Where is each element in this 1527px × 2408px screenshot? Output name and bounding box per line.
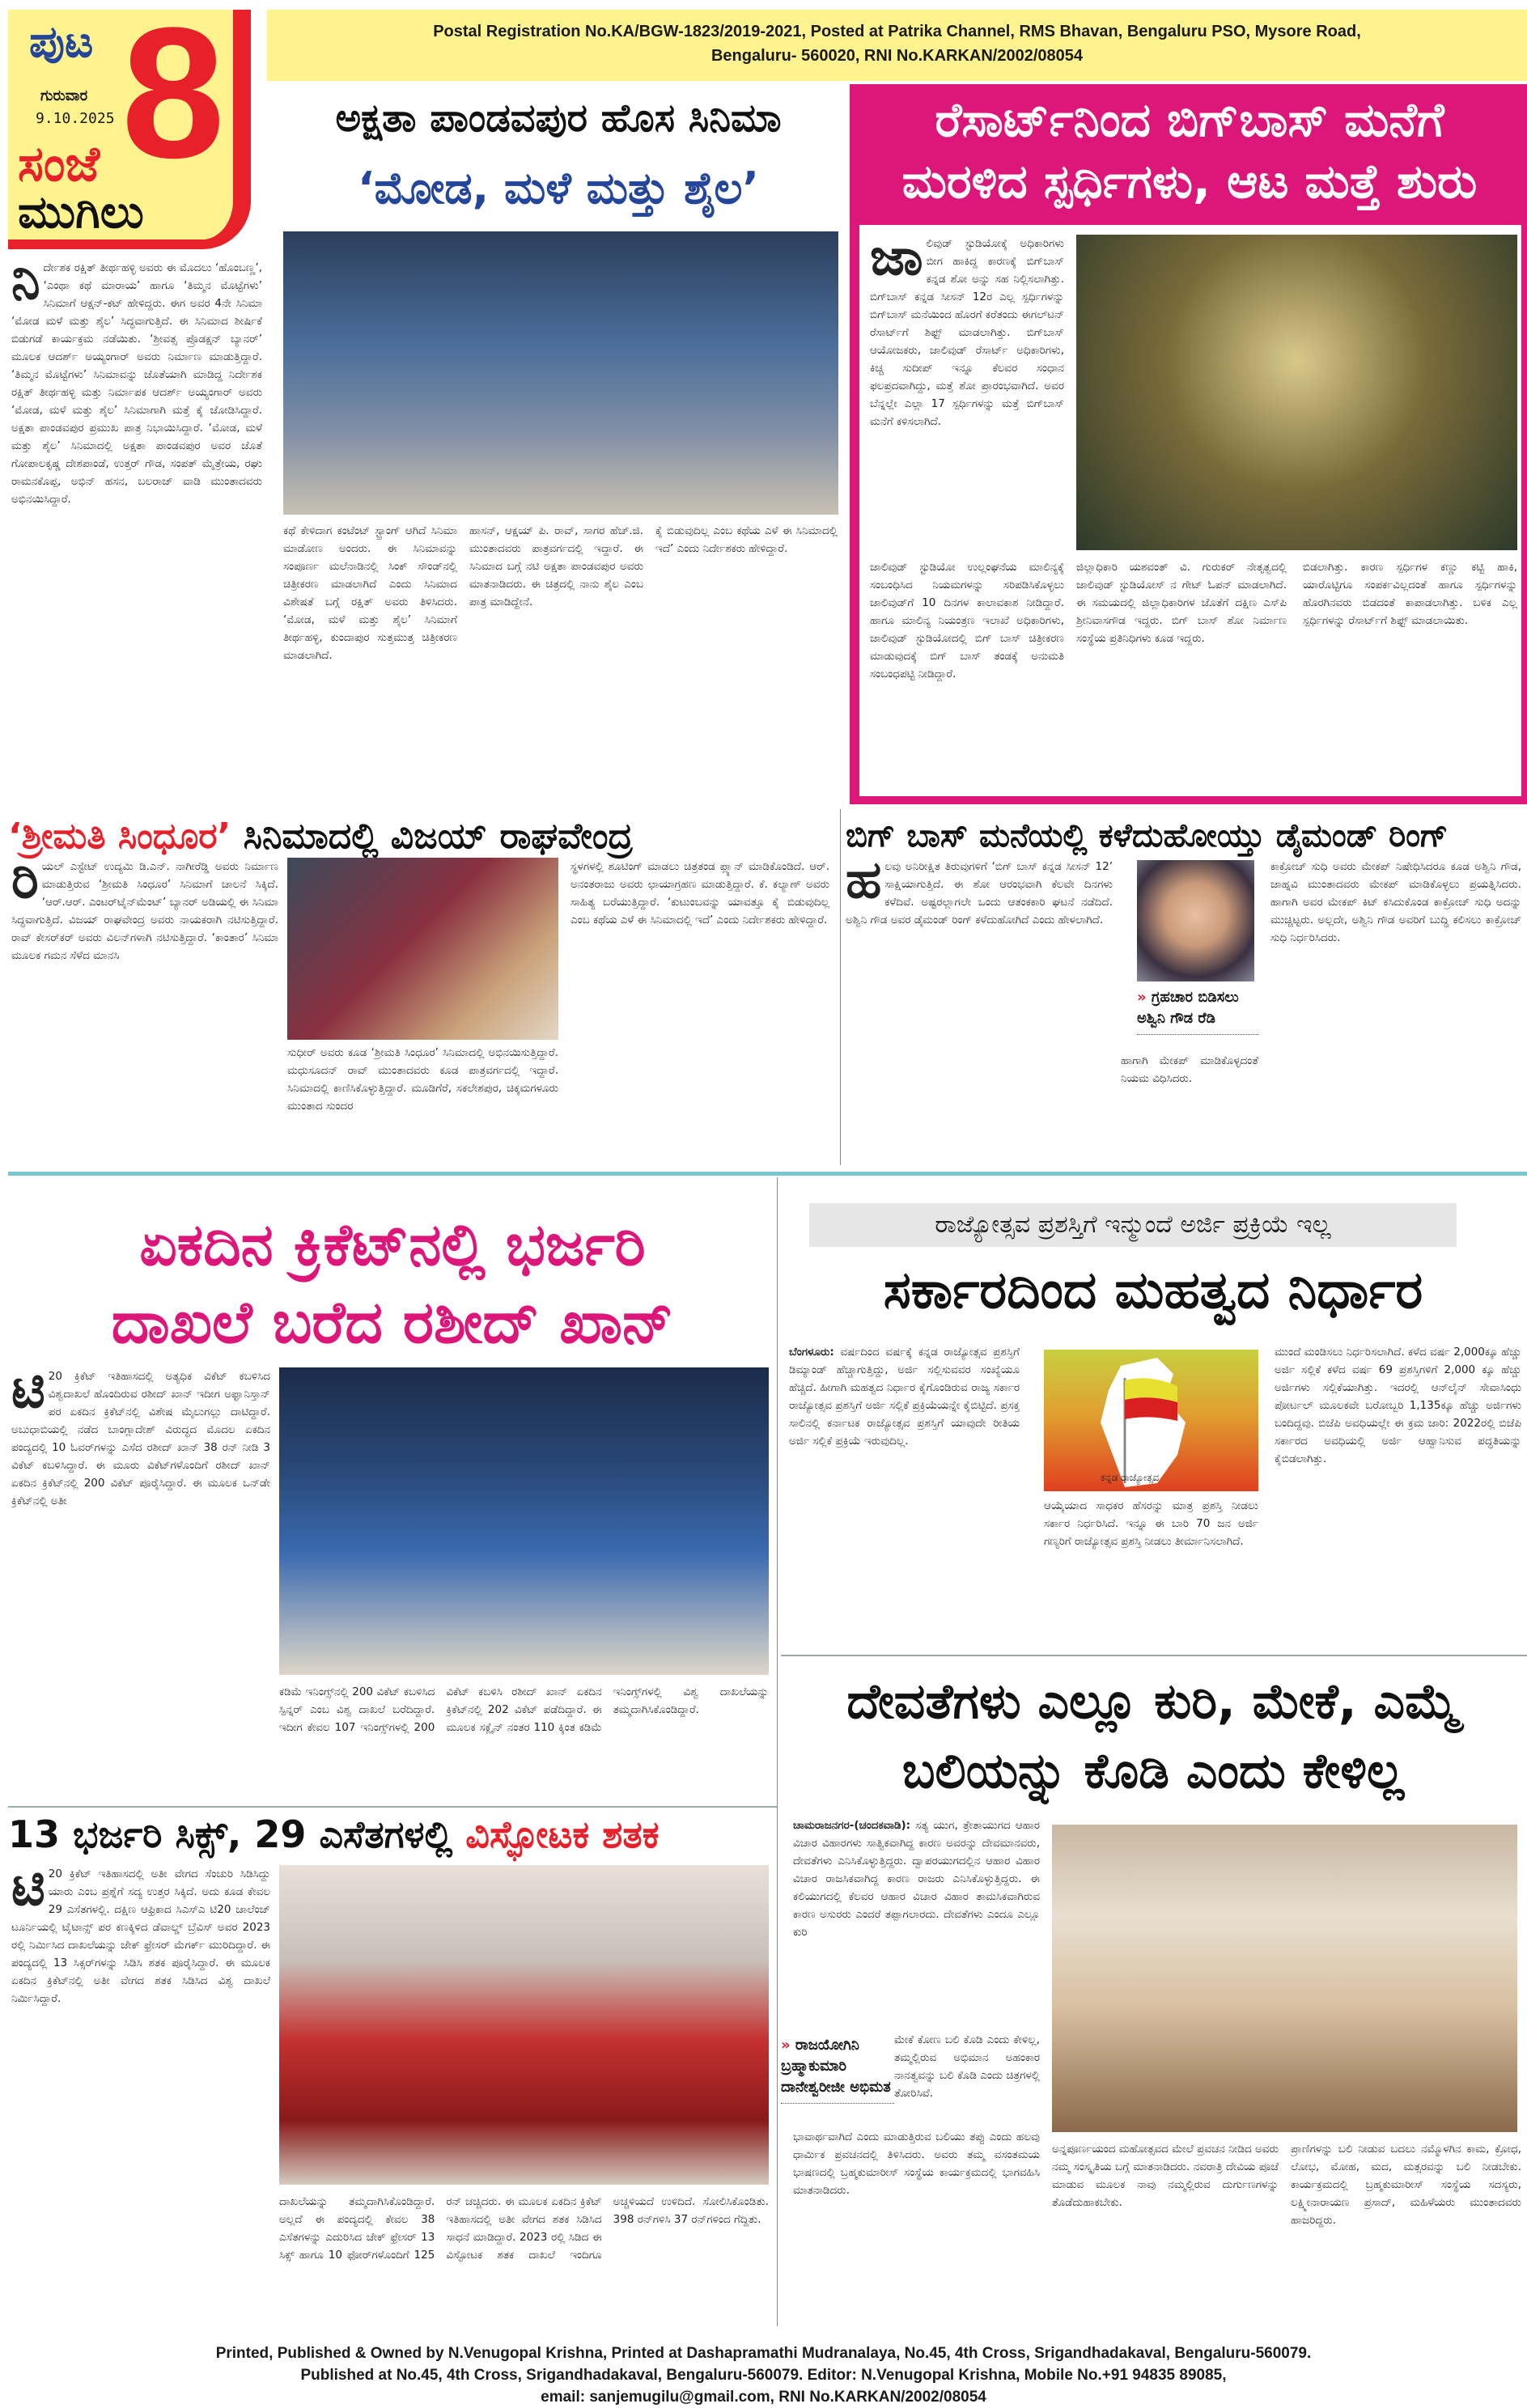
sindhura-body-col1: ರಿ ಯಲ್ ಎಸ್ಟೇಟ್ ಉದ್ಯಮಿ ಡಿ.ಎನ್. ನಾಗೀರೆಡ್ಡಿ ಅವರು ನಿರ್ಮಾಣ ಮಾಡುತ್ತಿರುವ ‘ಶ್ರೀಮತಿ ಸಿಂಧೂರ’ ಸಿನಿಮಾಗೆ ಚಾಲನೆ ಸಿಕ್ಕಿದೆ. ‘ಆರ್.ಆರ್. ಎಂಟರ್‌ಟೈನ್‌ಮೆಂಟ್’ ಬ್ಯಾನರ್ ಅಡಿಯಲ್ಲಿ ಈ ಸಿನಿಮಾ ಸಿದ್ಧವಾಗುತ್ತಿದೆ. ವಿಜಯ್ ರಾಘವೇಂದ್ರ ಅವರು ನಾಯಕರಾಗಿ ನಟಿಸುತ್ತಿದ್ದಾರೆ. ರಾವ್ ಕೇಸರ್‌ಕರ್ ಅವರು ವಿಲನ್‌ಗಳಾಗಿ ನಟಿಸುತ್ತಿದ್ದಾರೆ. ‘ಕಾಂತಾರ’ ಸಿನಿಮಾ ಮೂಲಕ ಗಮನ ಸೆಳೆದ ಮಾನಸಿ [11, 858, 278, 962]
chevron-marker-icon: » [1137, 989, 1147, 1006]
moda-body-col4: ಕೈ ಬಿಡುವುದಿಲ್ಲ ಎಂಬ ಕಥೆಯ ಎಳೆ ಈ ಸಿನಿಮಾದಲ್ಲಿ ಇದೆ’ ಎಂದು ನಿರ್ದೇಶಕರು ಹೇಳಿದ್ದಾರೆ. [655, 524, 838, 555]
drop-cap: ನಿ [11, 259, 40, 312]
jake-fraser-mcgurk-photo [279, 1865, 769, 2185]
biggboss-body-col3: ಜಿಲ್ಲಾಧಿಕಾರಿ ಯಶವಂತ್ ವಿ. ಗುರುಕರ್ ನೇತೃತ್ವದಲ್ಲಿ ಜಾಲಿವುಡ್ ಸ್ಟುಡಿಯೋಸ್ ನ ಗೇಟ್ ಓಪನ್ ಮಾಡಲಾಗಿದೆ. ಈ ಸಮಯದಲ್ಲಿ ಜಿಲ್ಲಾಧಿಕಾರಿಗಳ ಜೊತೆಗೆ ದಕ್ಷಿಣ ಎಸ್‌ಪಿ ಶ್ರೀನಿವಾಸಗೌಡ ಇದ್ದರು. ಬಿಗ್ ಬಾಸ್ ಶೋ ನಿರ್ಮಾಣ ಸಂಸ್ಥೆಯ ಪ್ರತಿನಿಧಿಗಳು ಕೂಡ ಇದ್ದರು. [1076, 561, 1287, 645]
devate-body-col2: ಅನ್ನಪೂರ್ಣಯಂದ ಮಹೋತ್ಸವದ ಮೇಲೆ ಪ್ರವಚನ ನೀಡಿದ ಅವರು ನಮ್ಮ ಸಂಸ್ಕೃತಿಯ ಬಗ್ಗೆ ಮಾತನಾಡಿದರು. ನವರಾತ್ರಿ ದೇವಿಯ ಪೂಜೆ ಮಾಡುವ ಮೂಲಕ ನಾವು ನಮ್ಮಲ್ಲಿರುವ ದುರ್ಗುಣಗಳನ್ನು ತೊಡೆದುಹಾಕಬೇಕು. [1052, 2143, 1279, 2209]
rajyotsava-kicker: ರಾಜ್ಯೋತ್ಸವ ಪ್ರಶಸ್ತಿಗೆ ಇನ್ಮುಂದೆ ಅರ್ಜಿ ಪ್ರಕ್ರಿಯೆ ಇಲ್ಲ [809, 1203, 1457, 1247]
biggboss-body-col4: ಬಿಡಲಾಗಿತ್ತು. ಕಾರಣ ಸ್ಪರ್ಧಿಗಳ ಕಣ್ಣು ಕಟ್ಟಿ ಹಾಕಿ, ಯಾರೊಟ್ಟಿಗೂ ಸಂಪರ್ಕವಿಲ್ಲದಂತೆ ಹಾಗೂ ಸ್ಪರ್ಧಿಗಳನ್ನು ಹೊರಗಿನವರು ಬಿಡದಂತೆ ಕಾಪಾಡಲಾಗಿತ್ತು. ಬಳಿಕ ಎಲ್ಲ ಸ್ಪರ್ಧಿಗಳನ್ನು ರೆಸಾರ್ಟ್‌ಗೆ ಶಿಫ್ಟ್ ಮಾಡಲಾಯಿತು. [1303, 561, 1517, 627]
image-caption: ಕನ್ನಡ ರಾಜ್ಯೋತ್ಸವ [1101, 1472, 1160, 1483]
brand-name-line2: ಮುಗಿಲು [18, 186, 144, 239]
century-body-bottom: ದಾಖಲೆಯನ್ನು ತಮ್ಮದಾಗಿಸಿಕೊಂಡಿದ್ದಾರೆ. ಅಲ್ಲದೆ ಈ ಪಂದ್ಯದಲ್ಲಿ ಕೇವಲ 38 ಎಸೆತಗಳನ್ನು ಎದುರಿಸಿದ ಜೇಕ್ ಫ್ರೇಸರ್ 13 ಸಿಕ್ಸ್ ಹಾಗೂ 10 ಫೋರ್‌ಗಳೊಂದಿಗೆ 125 ರನ್ ಚಚ್ಚಿದರು. ಈ ಮೂಲಕ ಏಕದಿನ ಕ್ರಿಕೆಟ್ ಇತಿಹಾಸದಲ್ಲಿ ಅತೀ ವೇಗದ ಶತಕ ಸಿಡಿಸಿದ ಸಾಧನೆ ಮಾಡಿದ್ದಾರೆ. 2023 ರಲ್ಲಿ ಸಿಡಿದ ಈ ವಿಸ್ಫೋಟಕ ಶತಕ ದಾಖಲೆ ಇಂದಿಗೂ ಅಚ್ಚಳಿಯದೆ ಉಳಿದಿದೆ. ಸೋಲಿಸಿಕೊಂಡಿತು. 398 ರನ್‌ಗಳಿಸಿ 37 ರನ್‌ಗಳಿಂದ ಗೆದ್ದಿತು. [279, 2195, 769, 2262]
rajyotsava-body-col3: ಮುಂದೆ ಮಂಡಿಸಲು ನಿರ್ಧರಿಸಲಾಗಿದೆ. ಕಳೆದ ವರ್ಷ 2,000ಕ್ಕೂ ಹೆಚ್ಚು ಅರ್ಜಿ ಸಲ್ಲಿಕೆ ಕಳೆದ ವರ್ಷ 69 ಪ್ರಶಸ್ತಿಗಳಿಗೆ 2,000 ಕ್ಕೂ ಹೆಚ್ಚು ಅರ್ಜಿಗಳು ಸಲ್ಲಿಕೆಯಾಗಿತ್ತು. ಇದರಲ್ಲಿ ಆನ್‌ಲೈನ್ ಸೇವಾಸಿಂಧು ಪೋರ್ಟಲ್ ಮೂಲಕವೇ ಬರೋಬ್ಬರಿ 1,135ಕ್ಕೂ ಹೆಚ್ಚು ಅರ್ಜಿಗಳು ಬಂದಿದ್ದವು. ಬಿಜೆಪಿ ಅವಧಿಯಲ್ಲೇ ಈ ಕ್ರಮ ಜಾರಿ: 2022ರಲ್ಲಿ ಬಿಜೆಪಿ ಸರ್ಕಾರದ ಅವಧಿಯಲ್ಲಿ ಅರ್ಜಿ ಆಹ್ವಾನಿಸುವ ಪದ್ಧತಿಯನ್ನು ಕೈಬಿಡಲಾಗಿತ್ತು. [1275, 1346, 1521, 1465]
karnataka-flag-icon [1044, 1350, 1258, 1491]
page-number: 8 [121, 0, 225, 197]
rajyotsava-body-col2: ಆಯ್ಕೆಯಾದ ಸಾಧಕರ ಹೆಸರನ್ನು ಮಾತ್ರ ಪ್ರಶಸ್ತಿ ನೀಡಲು ಸರ್ಕಾರ ನಿರ್ಧರಿಸಿದೆ. ಇನ್ನೂ ಈ ಬಾರಿ 70 ಜನ ಅರ್ಜಿ ಗಣ್ಯರಿಗೆ ರಾಜ್ಯೋತ್ಸವ ಪ್ರಶಸ್ತಿ ನೀಡಲು ತೀರ್ಮಾನಿಸಲಾಗಿದೆ. [1044, 1499, 1258, 1548]
section-divider [8, 1806, 777, 1808]
sindhura-launch-photo [287, 858, 558, 1040]
diamond-body-col2: ಹಾಗಾಗಿ ಮೇಕಪ್ ಮಾಡಿಕೊಳ್ಳದಂತೆ ನಿಯಮ ವಿಧಿಸಿದರು. [1121, 1054, 1258, 1085]
karnataka-map-flag-image [1044, 1350, 1258, 1491]
imprint-footer [0, 2342, 1527, 2408]
diamond-body-col3: ಕಾಕ್ರೋಚ್ ಸುಧಿ ಅವರು ಮೇಕಪ್ ನಿಷೇಧಿಸಿದರೂ ಕೂಡ ಅಶ್ವಿನಿ ಗೌಡ, ಜಾಹ್ನವಿ ಮುಂತಾದವರು ಮೇಕಪ್ ಮಾಡಿಕೊಳ್ಳಲು ಪ್ರಯತ್ನಿಸಿದರು. ಹಾಗಾಗಿ ಅವರ ಮೇಕಪ್ ಕಿಟ್ ಕಸಿದುಕೊಂಡ ಕಾಕ್ರೋಚ್ ಸುಧಿ ಅದನ್ನು ಮುಚ್ಚಿಟ್ಟರು. ಅಲ್ಲದೇ, ಅಶ್ವಿನಿ ಗೌಡ ಅವರಿಗೆ ಬುದ್ಧಿ ಕಲಿಸಲು ಕಾಕ್ರೋಚ್ ಸುಧಿ ನಿರ್ಧರಿಸಿದರು. [1270, 860, 1521, 944]
page-label: ಪುಟ [29, 16, 94, 67]
moda-body-col3: ಹಾಸನ್, ಆಕ್ಷಯ್ ಪಿ. ರಾವ್, ಸಾಗರ ಹೆಚ್.ಜಿ. ಮುಂತಾದವರು ಪಾತ್ರವರ್ಗದಲ್ಲಿ ಇದ್ದಾರೆ. ಈ ಸಿನಿಮಾದ ಬಗ್ಗೆ ನಟಿ ಅಕ್ಷತಾ ಪಾಂಡವಪುರ ಅವರು ಮಾತನಾಡಿದರು. ಈ ಚಿತ್ರದಲ್ಲಿ ನಾನು ಶೈಲ ಎಂಬ ಪಾತ್ರ ಮಾಡಿದ್ದೇನೆ. [469, 524, 643, 608]
moda-headline-line1: ಅಕ್ಷತಾ ಪಾಂಡವಪುರ ಹೊಸ ಸಿನಿಮಾ [335, 95, 782, 141]
moda-cast-photo [283, 231, 838, 515]
devate-body-col1: ಚಾಮರಾಜನಗರ-(ಚಂದಕವಾಡಿ): ಸತ್ಯ ಯುಗ, ತ್ರೇತಾಯುಗದ ಆಹಾರ ವಿಚಾರ ವಿಹಾರಗಳು ಸಾತ್ವಿಕವಾಗಿದ್ದ ಕಾರಣ ಅವರನ್ನು ದೇವಮಾನವರು, ದೇವತೆಗಳು ಎನಿಸಿಕೊಳ್ಳುತ್ತಿದ್ದರು. ದ್ವಾಪರಯುಗದಲ್ಲಿನ ಆಹಾರ ವಿಹಾರ ವಿಚಾರ ರಾಜಸಿಕವಾಗಿದ್ದ ಕಾರಣ ರಾಜರು ಎನಿಸಿಕೊಳ್ಳುತ್ತಿದ್ದರು. ಈ ಕಲಿಯುಗದಲ್ಲಿ ಕೆಲವರ ಆಹಾರ ವಿಚಾರ ವಿಹಾರ ತಾಮಸಿಕವಾಗಿರುವ ಕಾರಣ ಅಸುರರು ಎಂದರೆ ತಪ್ಪಾಗಲಾರದು. ದೇವತೆಗಳು ಎಂದೂ ಎಲ್ಲೂ ಕುರಿ [793, 1819, 1040, 1939]
rashid-khan-photo [279, 1367, 769, 1675]
rashid-headline-line1: ಏಕದಿನ ಕ್ರಿಕೆಟ್‌ನಲ್ಲಿ ಭರ್ಜರಿ [139, 1210, 646, 1278]
drop-cap: ರಿ [11, 858, 39, 910]
diamond-ring-headline: ಬಿಗ್ ಬಾಸ್ ಮನೆಯಲ್ಲಿ ಕಳೆದುಹೋಯ್ತು ಡೈಮಂಡ್ ರಿಂಗ್ [846, 817, 1449, 854]
moda-headline [267, 84, 850, 230]
sindhura-body-col2: ಸುಧೀರ್ ಅವರು ಕೂಡ ‘ಶ್ರೀಮತಿ ಸಿಂಧೂರ’ ಸಿನಿಮಾದಲ್ಲಿ ಅಭಿನಯಿಸುತ್ತಿದ್ದಾರೆ. ಮಧುಸೂದನ್ ರಾವ್ ಮುಂತಾದವರು ಕೂಡ ಪಾತ್ರವರ್ಗದಲ್ಲಿ ಇದ್ದಾರೆ. ಸಿನಿಮಾದಲ್ಲಿ ಕಾಣಿಸಿಕೊಳ್ಳುತ್ತಿದ್ದಾರೆ. ಮೂಡಿಗೆರೆ, ಸಕಲೇಶಪುರ, ಚಿಕ್ಕಮಗಳೂರು ಮುಂತಾದ ಸುಂದರ [287, 1046, 558, 1113]
biggboss-contestants-photo [1076, 235, 1517, 550]
footer-line-1: Printed, Published & Owned by N.Venugopal Krishna, Printed at Dashapramathi Mudranalaya, No.45, 4th Cross, Srigandhadakaval, Bengaluru-560079. [215, 2345, 1312, 2362]
rajyotsava-headline: ಸರ್ಕಾರದಿಂದ ಮಹತ್ವದ ನಿರ್ಧಾರ [883, 1261, 1423, 1321]
sindhura-headline-rest: ಸಿನಿಮಾದಲ್ಲಿ ವಿಜಯ್ ರಾಘವೇಂದ್ರ [231, 816, 633, 857]
postal-line-1: Postal Registration No.KA/BGW-1823/2019-2021, Posted at Patrika Channel, RMS Bhavan, Bengaluru PSO, Mysore Road, [433, 23, 1361, 40]
moda-headline-line2: ‘ಮೋಡ, ಮಳೆ ಮತ್ತು ಶೈಲ’ [357, 163, 760, 214]
century-body-col1: ಟಿ 20 ಕ್ರಿಕೆಟ್ ಇತಿಹಾಸದಲ್ಲಿ ಅತೀ ವೇಗದ ಸೆಂಚುರಿ ಸಿಡಿಸಿದ್ದು ಯಾರು ಎಂಬ ಪ್ರಶ್ನೆಗೆ ಸದ್ಯ ಉತ್ತರ ಸಿಕ್ಕಿದೆ. ಅದು ಕೂಡ ಕೇವಲ 29 ಎಸೆತಗಳಲ್ಲಿ. ದಕ್ಷಿಣ ಆಫ್ರಿಕಾದ ಸಿಎಸ್‌ಎ ಟಿ20 ಚಾಲೆಂಜ್ ಟೂರ್ನಿಯಲ್ಲಿ ಟೈಟಾನ್ಸ್ ಪರ ಕಣಕ್ಕಿಳಿದ ಡೆವಾಲ್ಡ್ ಬ್ರೆವಿಸ್ ಅವರ 2023 ರಲ್ಲಿ ನಿರ್ಮಿಸಿದ ದಾಖಲೆಯನ್ನು ಜೇಕ್ ಫ್ರೇಸರ್ ಮೆಗರ್ಕ್ ಮುರಿದಿದ್ದಾರೆ. ಈ ಪಂದ್ಯದಲ್ಲಿ 13 ಸಿಕ್ಸರ್‌ಗಳನ್ನು ಸಿಡಿಸಿ ಶತಕ ಪೂರೈಸಿದ್ದಾರೆ. ಈ ಮೂಲಕ ಏಕದಿನ ಕ್ರಿಕೆಟ್‌ನಲ್ಲಿ ಅತೀ ವೇಗದ ಶತಕ ಸಿಡಿಸಿದ ವಿಶ್ವ ದಾಖಲೆ ನಿರ್ಮಿಸಿದ್ದಾರೆ. [11, 1865, 270, 2005]
ashwini-gowda-portrait [1137, 860, 1254, 981]
devate-headline [781, 1667, 1525, 1806]
biggboss-headline-line1: ರೆಸಾರ್ಟ್‌ನಿಂದ ಬಿಗ್‌ಬಾಸ್ ಮನೆಗೆ [935, 92, 1444, 147]
biggboss-headline-line2: ಮರಳಿದ ಸ್ಪರ್ಧಿಗಳು, ಆಟ ಮತ್ತೆ ಶುರು [901, 154, 1478, 209]
devate-headline-line1: ದೇವತೆಗಳು ಎಲ್ಲೂ ಕುರಿ, ಮೇಕೆ, ಎಮ್ಮೆ [846, 1673, 1460, 1730]
sindhura-body-col3: ಸ್ಥಳಗಳಲ್ಲಿ ಶೂಟಿಂಗ್ ಮಾಡಲು ಚಿತ್ರತಂಡ ಪ್ಲ್ಯಾನ್ ಮಾಡಿಕೊಂಡಿದೆ. ಆರ್. ಅನಂತರಾಜು ಅವರು ಛಾಯಾಗ್ರಹಣ ಮಾಡುತ್ತಿದ್ದಾರೆ. ಕೆ. ಕಲ್ಯಾಣ್ ಅವರು ಸಾಹಿತ್ಯ ಬರೆಯುತ್ತಿದ್ದಾರೆ. ‘ಕುಟುಂಬವನ್ನು ಯಾವತ್ತೂ ಕೈ ಬಿಡುವುದಿಲ್ಲ ಎಂಬ ಕಥೆಯ ಎಳೆ ಈ ಸಿನಿಮಾದಲ್ಲಿ ಇದೆ’ ಎಂದು ನಿರ್ದೇಶಕರು ಹೇಳಿದ್ದಾರೆ. [571, 860, 829, 926]
century-headline-lead: 13 ಭರ್ಜರಿ ಸಿಕ್ಸ್, 29 ಎಸೆತಗಳಲ್ಲಿ [8, 1812, 466, 1856]
footer-line-2: Published at No.45, 4th Cross, Srigandhadakaval, Bengaluru-560079. Editor: N.Venugopal Krishna, Mobile No.+91 94835 89085, [300, 2367, 1227, 2384]
dateline: ಬೆಂಗಳೂರು: [789, 1346, 834, 1359]
rashid-headline-line2: ದಾಖಲೆ ಬರೆದ ರಶೀದ್ ಖಾನ್ [111, 1288, 674, 1356]
rashid-body-bottom: ಕಡಿಮೆ ಇನಿಂಗ್ಸ್‌ನಲ್ಲಿ 200 ವಿಕೆಟ್ ಕಬಳಿಸಿದ ಸ್ಪಿನ್ನರ್ ಎಂಬ ವಿಶ್ವ ದಾಖಲೆ ಬರೆದಿದ್ದಾರೆ. ಇದೀಗ ಕೇವಲ 107 ಇನಿಂಗ್ಸ್‌ಗಳಲ್ಲಿ 200 ವಿಕೆಟ್ ಕಬಳಿಸಿ ರಶೀದ್ ಖಾನ್ ಏಕದಿನ ಕ್ರಿಕೆಟ್‌ನಲ್ಲಿ 202 ವಿಕೆಟ್ ಪಡೆದಿದ್ದಾರೆ. ಈ ಮೂಲಕ ಸಕ್ಲೈನ್ ನಂತರ 110 ಕ್ಕಿಂತ ಕಡಿಮೆ ಇನಿಂಗ್ಸ್‌ಗಳಲ್ಲಿ ವಿಶ್ವ ದಾಖಲೆಯನ್ನು ತಮ್ಮದಾಗಿಸಿಕೊಂಡಿದ್ದಾರೆ. [279, 1685, 769, 1734]
rajyotsava-body-col1: ಬೆಂಗಳೂರು: ವರ್ಷದಿಂದ ವರ್ಷಕ್ಕೆ ಕನ್ನಡ ರಾಜ್ಯೋತ್ಸವ ಪ್ರಶಸ್ತಿಗೆ ಡಿಮ್ಯಾಂಡ್ ಹೆಚ್ಚಾಗುತ್ತಿದ್ದು, ಅರ್ಜಿ ಸಲ್ಲಿಸುವವರ ಸಂಖ್ಯೆಯೂ ಹೆಚ್ಚಿದೆ. ಹೀಗಾಗಿ ಮಹತ್ವದ ನಿರ್ಧಾರ ಕೈಗೊಂಡಿರುವ ರಾಜ್ಯ ಸರ್ಕಾರ ರಾಜ್ಯೋತ್ಸವ ಪ್ರಶಸ್ತಿಗೆ ಅರ್ಜಿ ಸಲ್ಲಿಕೆ ಪ್ರಕ್ರಿಯೆಯನ್ನೇ ಕೈಬಿಟ್ಟಿದೆ. ಪ್ರಸಕ್ತ ಸಾಲಿನಲ್ಲಿ ಕರ್ನಾಟಕ ರಾಜ್ಯೋತ್ಸವ ಪ್ರಶಸ್ತಿಗೆ ಯಾವುದೇ ರೀತಿಯ ಅರ್ಜಿ ಸಲ್ಲಿಕೆ ಪ್ರಕ್ರಿಯೆ ಇರುವುದಿಲ್ಲ. [789, 1346, 1020, 1448]
dateline: ಚಾಮರಾಜನಗರ-(ಚಂದಕವಾಡಿ): [793, 1819, 911, 1832]
footer-line-3: email: sanjemugilu@gmail.com, RNI No.KARKAN/2002/08054 [541, 2389, 986, 2406]
devate-body-col3: ಪ್ರಾಣಿಗಳನ್ನು ಬಲಿ ನೀಡುವ ಬದಲು ನಮ್ಮೊಳಗಿನ ಕಾಮ, ಕ್ರೋಧ, ಲೋಭ, ಮೋಹ, ಮದ, ಮತ್ಸರವನ್ನು ಬಲಿ ನೀಡಬೇಕು. ಕಾರ್ಯಕ್ರಮದಲ್ಲಿ ಬ್ರಹ್ಮಕುಮಾರೀಸ್ ಸಂಸ್ಥೆಯ ಸದಸ್ಯರು, ಲಕ್ಷ್ಮೀನಾರಾಯಣ ಪ್ರಸಾದ್, ಮಹಿಳೆಯರು ಮುಂತಾದವರು ಹಾಜರಿದ್ದರು. [1291, 2143, 1521, 2227]
century-headline [8, 1812, 777, 1858]
century-headline-accent: ವಿಸ್ಫೋಟಕ ಶತಕ [465, 1812, 660, 1856]
devate-event-photo [1052, 1825, 1517, 2132]
sindhura-headline-title: ‘ಶ್ರೀಮತಿ ಸಿಂಧೂರ’ [8, 816, 231, 857]
sindhura-headline [8, 816, 833, 857]
devate-body-col1c: ಭಾವಾರ್ಥವಾಗಿದೆ ಎಂದು ಮಾಡುತ್ತಿರುವ ಬಲಿಯು ತಪ್ಪು ಎಂದು ಹಲವು ಧಾರ್ಮಿಕ ಪ್ರವಚನದಲ್ಲಿ ತಿಳಿಸಿದರು. ಅವರು ತಮ್ಮ ವಸಂತಮಯ ಭಾಷಣದಲ್ಲಿ ಬ್ರಹ್ಮಕುಮಾರೀಸ್ ಸಂಸ್ಥೆಯ ಕಾರ್ಯಕ್ರಮದಲ್ಲಿ ಭಾಗವಹಿಸಿ ಮಾತನಾಡಿದರು. [793, 2130, 1040, 2197]
biggboss-body-col1: ಜಾ ಲಿವುಡ್ ಸ್ಟುಡಿಯೋಕ್ಕೆ ಅಧಿಕಾರಿಗಳು ಬೀಗ ಹಾಕಿದ್ದ ಕಾರಣಕ್ಕೆ ಬಿಗ್‌ಬಾಸ್ ಕನ್ನಡ ಶೋ ಅನ್ನು ಸಹ ನಿಲ್ಲಿಸಲಾಗಿತ್ತು. ಬಿಗ್‌ಬಾಸ್ ಕನ್ನಡ ಸೀಸನ್ 12ರ ಎಲ್ಲ ಸ್ಪರ್ಧಿಗಳನ್ನು ಬಿಗ್‌ಬಾಸ್ ಮನೆಯಿಂದ ಹೊರಗೆ ಕರೆತಂದು ಈಗಲ್‌ಟನ್ ರೆಸಾರ್ಟ್‌ಗೆ ಶಿಫ್ಟ್ ಮಾಡಲಾಗಿತ್ತು. ಬಿಗ್‌ಬಾಸ್ ಆಯೋಜಕರು, ಜಾಲಿವುಡ್ ರೆಸಾರ್ಟ್ ಅಧಿಕಾರಿಗಳು, ಕಿಚ್ಚ ಸುದೀಪ್ ಇನ್ನೂ ಕೆಲವರ ಸಂಧಾನ ಫಲಪ್ರದವಾಗಿದ್ದು, ಮತ್ತೆ ಶೋ ಪ್ರಾರಂಭವಾಗಿದೆ. ಅವರ ಬೆನ್ನಲ್ಲೇ ಎಲ್ಲಾ 17 ಸ್ಪರ್ಧಿಗಳನ್ನು ಮತ್ತೆ ಬಿಗ್‌ಬಾಸ್ ಮನೆಗೆ ಕಳಿಸಲಾಗಿದೆ. [870, 235, 1064, 428]
postal-line-2: Bengaluru- 560020, RNI No.KARKAN/2002/08054 [710, 47, 1084, 65]
rashid-body-col1: ಟಿ 20 ಕ್ರಿಕೆಟ್ ಇತಿಹಾಸದಲ್ಲಿ ಅತ್ಯಧಿಕ ವಿಕೆಟ್ ಕಬಳಿಸಿದ ವಿಶ್ವದಾಖಲೆ ಹೊಂದಿರುವ ರಶೀದ್ ಖಾನ್ ಇದೀಗ ಅಫ್ಘಾನಿಸ್ತಾನ್ ಪರ ಏಕದಿನ ಕ್ರಿಕೆಟ್‌ನಲ್ಲಿ ವಿಶೇಷ ಮೈಲುಗಲ್ಲು ದಾಟಿದ್ದಾರೆ. ಅಬುಧಾಬಿಯಲ್ಲಿ ನಡೆದ ಬಾಂಗ್ಲಾದೇಶ್ ವಿರುದ್ಧದ ಮೊದಲ ಏಕದಿನ ಪಂದ್ಯದಲ್ಲಿ 10 ಓವರ್‌ಗಳನ್ನು ಎಸೆದ ರಶೀದ್ ಖಾನ್ 38 ರನ್ ನೀಡಿ 3 ವಿಕೆಟ್ ಕಬಳಿಸಿದ್ದಾರೆ. ಈ ಮೂರು ವಿಕೆಟ್‌ಗಳೊಂದಿಗೆ ರಶೀದ್ ಖಾನ್ ಏಕದಿನ ಕ್ರಿಕೆಟ್‌ನಲ್ಲಿ 200 ವಿಕೆಟ್ ಪೂರೈಸಿದ್ದಾರೆ. ಈ ಮೂಲಕ ಒನ್‌ಡೇ ಕ್ರಿಕೆಟ್‌ನಲ್ಲಿ ಅತೀ [11, 1367, 270, 1507]
column-divider [777, 1177, 778, 2326]
devate-body-col1b: ಮೇಕೆ ಕೋಣ ಬಲಿ ಕೊಡಿ ಎಂದು ಕೇಳಿಲ್ಲ, ತಮ್ಮಲ್ಲಿರುವ ಅಭಿಮಾನ ಅಹಂಕಾರ ನಾನತ್ವವನ್ನು ಬಲಿ ಕೊಡಿ ಎಂದು ಚಿತ್ರಗಳಲ್ಲಿ ತೋರಿಸಿವೆ. [894, 2033, 1040, 2100]
diamond-body-col1: ಹ ಲವು ಅನಿರೀಕ್ಷಿತ ತಿರುವುಗಳಿಗೆ ‘ಬಿಗ್ ಬಾಸ್ ಕನ್ನಡ ಸೀಸನ್ 12’ ಸಾಕ್ಷಿಯಾಗುತ್ತಿದೆ. ಈ ಶೋ ಆರಂಭವಾಗಿ ಕೆಲವೇ ದಿನಗಳು ಕಳೆದಿವೆ. ಅಷ್ಟರಲ್ಲಾಗಲೇ ಒಂದು ಆತಂಕಕಾರಿ ಘಟನೆ ನಡೆದಿದೆ. ಅಶ್ವಿನಿ ಗೌಡ ಅವರ ಡೈಮಂಡ್ ರಿಂಗ್ ಕಳೆದುಹೋಗಿದೆ ಎಂದು ಹೇಳಲಾಗಿದೆ. [846, 858, 1113, 926]
issue-date: 9.10.2025 [36, 110, 115, 127]
devate-headline-line2: ಬಲಿಯನ್ನು ಕೊಡಿ ಎಂದು ಕೇಳಿಲ್ಲ [901, 1743, 1405, 1800]
drop-cap: ಟಿ [11, 1367, 45, 1420]
drop-cap: ಟಿ [11, 1865, 45, 1918]
section-divider [8, 1172, 1527, 1176]
drop-cap: ಜಾ [870, 235, 923, 287]
rashid-khan-headline [8, 1206, 777, 1361]
biggboss-headline [858, 89, 1521, 212]
diamond-subheading: » ಗ್ರಹಚಾರ ಬಿಡಿಸಲು ಅಶ್ವಿನಿ ಗೌಡ ರೆಡಿ [1137, 987, 1258, 1035]
brand-name-line1: ಸಂಜೆ [18, 136, 100, 193]
column-divider [840, 809, 841, 1165]
moda-body-col2: ಕಥೆ ಕೇಳಿದಾಗ ಕಂಟೆಂಟ್ ಸ್ಟ್ರಾಂಗ್ ಆಗಿದೆ ಸಿನಿಮಾ ಮಾಡೋಣ ಅಂದರು. ಈ ಸಿನಿಮಾವನ್ನು ಸಂಪೂರ್ಣ ಮಲೆನಾಡಿನಲ್ಲಿ ಸಿಂಕ್ ಸೌಂಡ್‌ನಲ್ಲಿ ಚಿತ್ರೀಕರಣ ಮಾಡಲಾಗಿದೆ ಎಂದು ಸಿನಿಮಾದ ವಿಶೇಷತೆ ಬಗ್ಗೆ ರಕ್ಷಿತ್ ಅವರು ತಿಳಿಸಿದರು. ‘ಮೋಡ, ಮಳೆ ಮತ್ತು ಶೈಲ’ ಸಿನಿಮಾಗೆ ತೀರ್ಥಹಳ್ಳಿ, ಕುಂದಾಪುರ ಸುತ್ತಮುತ್ತ ಚಿತ್ರೀಕರಣ ಮಾಡಲಾಗಿದೆ. [283, 524, 457, 662]
biggboss-body-col2: ಜಾಲಿವುಡ್ ಸ್ಟುಡಿಯೋ ಉಲ್ಲಂಘನೆಯ ಮಾಲಿನ್ಯಕ್ಕೆ ಸಂಬಂಧಿಸಿದ ನಿಯಮಗಳನ್ನು ಸರಿಪಡಿಸಿಕೊಳ್ಳಲು ಜಾಲಿವುಡ್‌ಗೆ 10 ದಿನಗಳ ಕಾಲಾವಕಾಶ ನೀಡಿದ್ದಾರೆ. ಹಾಗೂ ಮಾಲಿನ್ಯ ನಿಯಂತ್ರಣ ಇಲಾಖೆ ಅಧಿಕಾರಿಗಳು, ಜಾಲಿವುಡ್ ಸ್ಟುಡಿಯೋದಲ್ಲಿ ಬಿಗ್ ಬಾಸ್ ಚಿತ್ರೀಕರಣ ಮಾಡುವುದಕ್ಕೆ ಬಿಗ್ ಬಾಸ್ ತಂಡಕ್ಕೆ ಅನುಮತಿ ಸಂಬಂಧಪಟ್ಟಿ ನೀಡಿದ್ದಾರೆ. [870, 561, 1064, 680]
chevron-marker-icon: » [781, 2037, 791, 2054]
moda-body-col1: ನಿ ರ್ದೇಶಕ ರಕ್ಷಿತ್ ತೀರ್ಥಹಳ್ಳಿ ಅವರು ಈ ಮೊದಲು ‘ಹೊಂಬಣ್ಣ’, ‘ಎಂಥಾ ಕಥೆ ಮಾರಾಯ’ ಹಾಗೂ ‘ತಿಮ್ಮನ ಮೊಟ್ಟೆಗಳು’ ಸಿನಿಮಾಗೆ ಆಕ್ಷನ್-ಕಟ್ ಹೇಳಿದ್ದರು. ಈಗ ಅವರ 4ನೇ ಸಿನಿಮಾ ‘ಮೋಡ ಮಳೆ ಮತ್ತು ಶೈಲ’ ಸಿದ್ಧವಾಗುತ್ತಿದೆ. ಈ ಸಿನಿಮಾದ ಶೀರ್ಷಿಕೆ ಬಿಡುಗಡೆ ಕಾರ್ಯಕ್ರಮ ನಡೆಯಿತು. ‘ಶ್ರೀವತ್ಸ ಪ್ರೊಡಕ್ಷನ್ ಬ್ಯಾನರ್’ ಮೂಲಕ ಆದರ್ಶ್ ಅಯ್ಯಂಗಾರ್ ಅವರು ನಿರ್ಮಾಣ ಮಾಡುತ್ತಿದ್ದಾರೆ. ‘ತಿಮ್ಮನ ಮೊಟ್ಟೆಗಳು’ ಸಿನಿಮಾವನ್ನು ಜೊತೆಯಾಗಿ ಮಾಡಿದ್ದ ನಿರ್ದೇಶಕ ರಕ್ಷಿತ್ ತೀರ್ಥಹಳ್ಳಿ ಮತ್ತು ನಿರ್ಮಾಪಕ ಆದರ್ಶ್ ಅಯ್ಯಂಗಾರ್ ಅವರು ‘ಮೋಡ, ಮಳೆ ಮತ್ತು ಶೈಲ’ ಸಿನಿಮಾಗಾಗಿ ಮತ್ತೆ ಕೈ ಜೋಡಿಸಿದ್ದಾರೆ. ಅಕ್ಷತಾ ಪಾಂಡವಪುರ ಪ್ರಮುಖ ಪಾತ್ರ ನಿಭಾಯಿಸಿದ್ದಾರೆ. ‘ಮೋಡ, ಮಳೆ ಮತ್ತು ಶೈಲ’ ಸಿನಿಮಾದಲ್ಲಿ ಅಕ್ಷತಾ ಪಾಂಡವಪುರ ಅವರ ಜೊತೆ ಗೋಪಾಲಕೃಷ್ಣ ದೇಶಪಾಂಡೆ, ಉತ್ತರ್ ಗೌಡ, ಸಂಪತ್ ಮೈತ್ರೇಯ, ರಘು ರಾಮನಕೊಪ್ಪ, ಅಭಿನ್ ಹಸನ, ಬಲರಾಜ್ ವಾಡಿ ಮುಂತಾದವರು ಅಭಿನಯಿಸಿದ್ದಾರೆ. [11, 259, 262, 506]
devate-subheading: » ರಾಜಯೋಗಿನಿ ಬ್ರಹ್ಮಾಕುಮಾರಿ ದಾನೇಶ್ವರೀಜೀ ಅಭಿಮತ [781, 2035, 894, 2104]
section-divider [781, 1655, 1527, 1656]
postal-registration-banner [267, 10, 1527, 81]
drop-cap: ಹ [846, 858, 882, 910]
weekday: ಗುರುವಾರ [40, 87, 88, 104]
